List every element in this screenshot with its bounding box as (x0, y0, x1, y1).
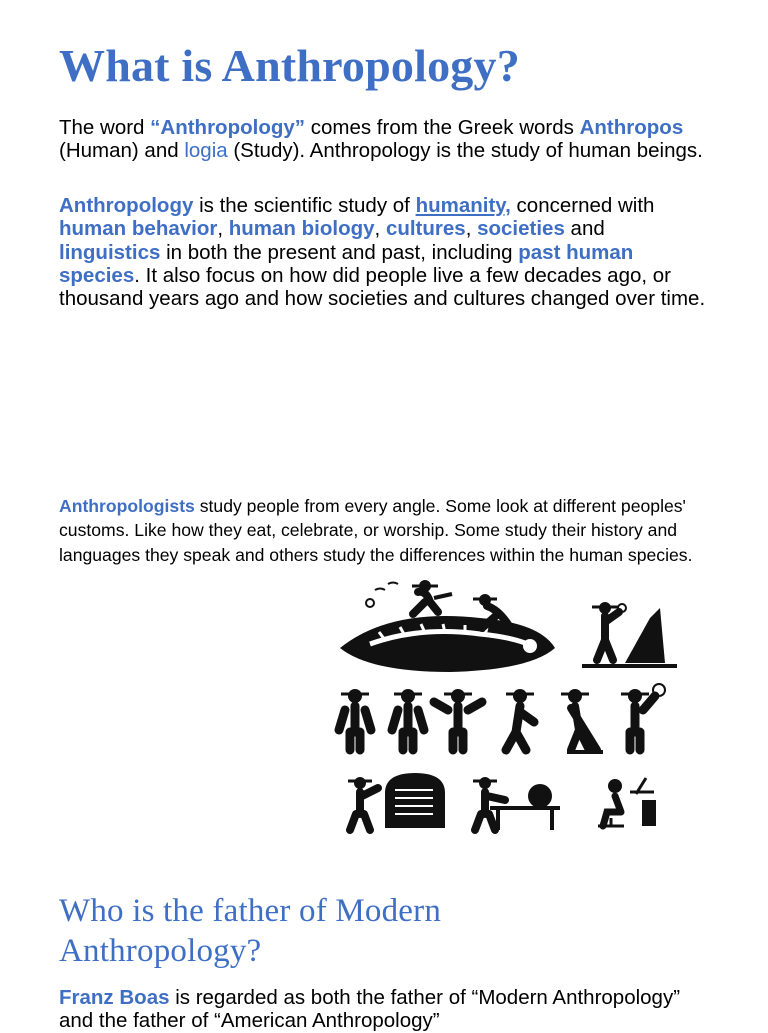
text-run: . It also focus on how did people live a few decades ago, or thousand years ago and how societies and cultures changed over time. (59, 263, 706, 311)
term-linguistics: linguistics (59, 240, 161, 264)
figure-row-icon (339, 684, 665, 752)
research-row-icon (348, 773, 656, 830)
section-heading: Who is the father of Modern Anthropology? (59, 893, 442, 969)
term-logia: logia (184, 139, 228, 163)
text-run: study people from every angle. Some look at different peoples' customs. Like how they eat, celebrate, or worship. Some study their history and languages they speak and others study the differences within the human species. (59, 496, 693, 565)
rock-climber-icon (582, 602, 677, 666)
term-anthropology: Anthropology (59, 194, 194, 217)
term-cultures: cultures (385, 217, 466, 241)
humanity-link[interactable]: humanity, (415, 194, 511, 217)
text-run: (Human) and (59, 139, 185, 163)
text-run: , (465, 217, 478, 241)
term-anthropology: “Anthropology” (150, 116, 306, 139)
text-run: and (564, 217, 605, 241)
text-run: The word (59, 116, 151, 139)
text-run: in both the present and past, including (160, 240, 519, 264)
definition-paragraph (59, 116, 709, 163)
term-anthropos: Anthropos (579, 116, 684, 139)
page-title: What is Anthropology? (59, 40, 520, 91)
term-human-biology: human biology (228, 217, 375, 241)
excavation-icon (340, 580, 555, 672)
text-run: is the scientific study of (193, 194, 416, 217)
text-run: comes from the Greek words (305, 116, 580, 139)
term-anthropologists: Anthropologists (59, 496, 195, 516)
term-human-behavior: human behavior (59, 217, 218, 241)
anthropologists-paragraph (59, 494, 709, 567)
text-run: is regarded as both the father of “Modern Anthropology” and the father of “American Anthropology” (59, 986, 681, 1033)
text-run: (Study). Anthropology is the study of human beings. (227, 139, 703, 163)
text-run: , (374, 217, 386, 241)
term-societies: societies (477, 217, 565, 241)
term-past-human-species: past human species (59, 240, 634, 287)
father-paragraph (59, 986, 709, 1033)
text-run: concerned with (510, 194, 655, 217)
text-run: , (217, 217, 229, 241)
scope-paragraph (59, 194, 709, 310)
term-franz-boas: Franz Boas (59, 986, 170, 1009)
anthropologists-illustration (330, 578, 680, 840)
